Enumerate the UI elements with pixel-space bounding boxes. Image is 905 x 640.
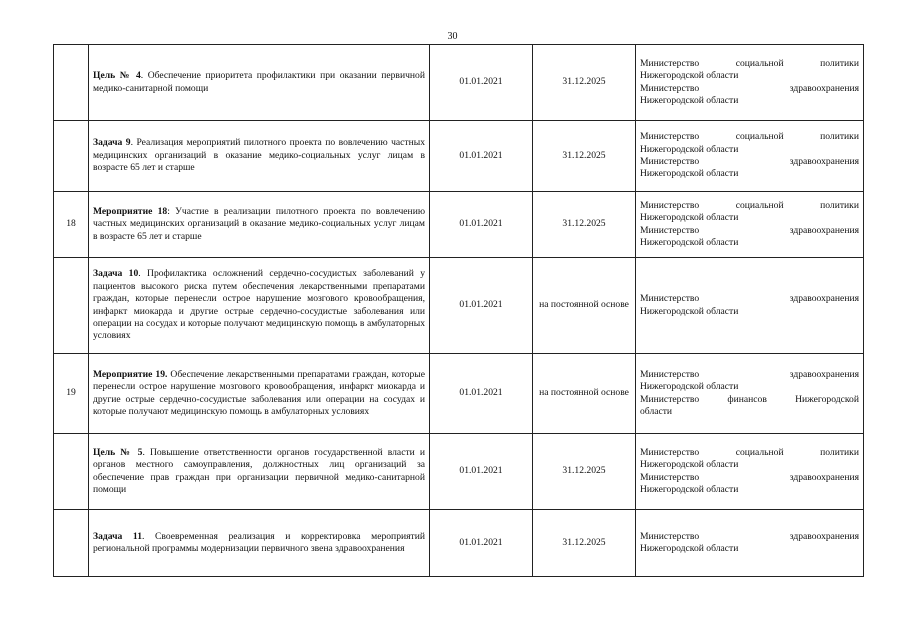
executor-line: Министерство здравоохранения <box>640 471 859 483</box>
table-row <box>54 510 864 577</box>
row-description <box>89 258 430 354</box>
executor-line: Нижегородской области <box>640 483 739 495</box>
executor-line: Нижегородской области <box>640 94 739 106</box>
start-date: 01.01.2021 <box>430 121 533 192</box>
row-title: Цель № 4 <box>93 70 141 82</box>
row-description <box>89 510 430 577</box>
end-date: 31.12.2025 <box>533 45 636 121</box>
row-title: Задача 11 <box>93 530 142 542</box>
table-row <box>54 354 864 434</box>
row-text: : Участие в реализации пилотного проекта по вовлечению частных медицинских организаций в оказание медико-социальных услуг лицам в возрасте 65 лет и старше <box>93 205 425 242</box>
executor-cell <box>636 354 864 434</box>
start-date: 01.01.2021 <box>430 354 533 434</box>
table-row <box>54 121 864 192</box>
row-number <box>54 434 89 510</box>
executor-line: Нижегородской области <box>640 543 739 554</box>
row-description <box>89 354 430 434</box>
executor-cell <box>636 121 864 192</box>
row-number: 18 <box>54 192 89 258</box>
row-number <box>54 258 89 354</box>
executor-line: Нижегородской области <box>640 70 739 82</box>
executor-line: Министерство социальной политики <box>640 57 859 69</box>
measures-table <box>53 44 864 577</box>
executor-line: Нижегородской области <box>640 459 739 471</box>
table-row <box>54 192 864 258</box>
row-text: . Профилактика осложнений сердечно-сосудистых заболеваний у пациентов высокого риска путем обеспечения лекарственными препаратами граждан, которые перенесли острое нарушение мозгового кровообращения, инфаркт миокарда и другие острые сердечно-сосудистые заболевания или операции на сосудах и которые получают медицинскую помощь в амбулаторных условиях <box>93 268 426 342</box>
row-number: 19 <box>54 354 89 434</box>
row-description <box>89 121 430 192</box>
table-row <box>54 45 864 121</box>
executor-line: Нижегородской области <box>640 381 739 393</box>
end-date: 31.12.2025 <box>533 121 636 192</box>
row-title: Цель № 5 <box>93 446 143 458</box>
table-row <box>54 258 864 354</box>
executor-cell <box>636 258 864 354</box>
executor-cell <box>636 510 864 577</box>
executor-line: Нижегородской области <box>640 212 739 224</box>
executor-line: области <box>640 405 673 417</box>
executor-line: Министерство здравоохранения <box>640 293 859 305</box>
executor-cell <box>636 192 864 258</box>
row-text: . Повышение ответственности органов государственной власти и органов местного самоуправления, должностных лиц организаций за обеспечение прав граждан при организации первичной медико-санитарной помощи <box>93 446 425 495</box>
executor-line: Министерство социальной политики <box>640 199 859 211</box>
executor-line: Министерство здравоохранения <box>640 224 859 236</box>
row-title: Мероприятие 19. <box>93 368 168 380</box>
row-text: . Своевременная реализация и корректировка мероприятий региональной программы модернизации первичного звена здравоохранения <box>93 530 425 554</box>
row-text: Обеспечение лекарственными препаратами граждан, которые перенесли острое нарушение мозгового кровообращения, инфаркт миокарда и другие острые сердечно-сосудистые заболевания или операции на сосудах и которые получают медицинскую помощь в амбулаторных условиях <box>93 368 425 417</box>
start-date: 01.01.2021 <box>430 192 533 258</box>
start-date: 01.01.2021 <box>430 434 533 510</box>
executor-line: Нижегородской области <box>640 236 739 248</box>
row-number <box>54 45 89 121</box>
executor-line: Министерство здравоохранения <box>640 82 859 94</box>
executor-line: Министерство здравоохранения <box>640 530 859 542</box>
end-date: 31.12.2025 <box>533 192 636 258</box>
row-number <box>54 121 89 192</box>
row-description <box>89 192 430 258</box>
end-date: на постоянной основе <box>533 354 636 434</box>
executor-line: Министерство финансов Нижегородской <box>640 393 859 405</box>
row-text: . Реализация мероприятий пилотного проекта по вовлечению частных медицинских организаций в оказание медико-социальных услуг лицам в возрасте 65 лет и старше <box>93 137 425 174</box>
row-description <box>89 434 430 510</box>
start-date: 01.01.2021 <box>430 258 533 354</box>
start-date: 01.01.2021 <box>430 45 533 121</box>
row-text: . Обеспечение приоритета профилактики при оказании первичной медико-санитарной помощи <box>93 70 425 94</box>
executor-cell <box>636 45 864 121</box>
row-title: Задача 10 <box>93 268 139 280</box>
executor-line: Нижегородской области <box>640 168 739 180</box>
page-number: 30 <box>447 31 458 42</box>
executor-line: Нижегородской области <box>640 143 739 155</box>
row-title: Задача 9 <box>93 137 131 149</box>
end-date: на постоянной основе <box>533 258 636 354</box>
row-number <box>54 510 89 577</box>
end-date: 31.12.2025 <box>533 510 636 577</box>
row-title: Мероприятие 18 <box>93 205 168 217</box>
executor-line: Министерство здравоохранения <box>640 156 859 167</box>
end-date: 31.12.2025 <box>533 434 636 510</box>
executor-line: Министерство здравоохранения <box>640 368 859 380</box>
executor-line: Нижегородской области <box>640 305 739 317</box>
row-description <box>89 45 430 121</box>
executor-cell <box>636 434 864 510</box>
table-row <box>54 434 864 510</box>
start-date: 01.01.2021 <box>430 510 533 577</box>
executor-line: Министерство социальной политики <box>640 131 859 143</box>
executor-line: Министерство социальной политики <box>640 446 859 458</box>
